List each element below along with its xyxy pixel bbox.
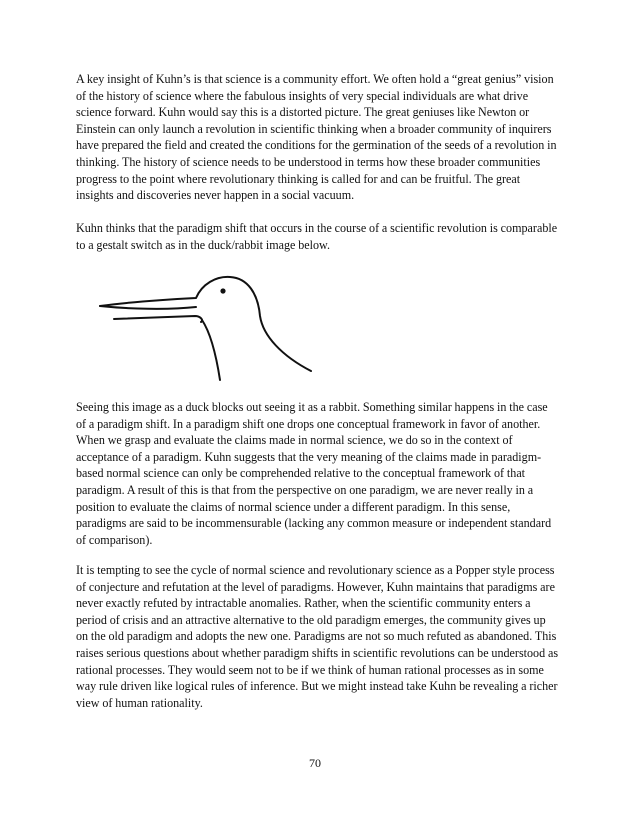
throat-outline (202, 320, 220, 380)
duck-rabbit-illustration-icon (98, 268, 330, 384)
paragraph-paradigm-shift: Seeing this image as a duck blocks out seeing it as a rabbit. Something similar happens in the case of a paradigm shift. In a paradigm shift one drops one conceptual framework in favor of another. When we grasp and evaluate the claims made in normal science, we do so in the context of acceptance of a paradigm. Kuhn suggests that the very meaning of the claims made in paradigm-based normal science can only be comprehended relative to the conceptual framework of that paradigm. A result of this is that from the perspective on one paradigm, we are never really in a position to evaluate the claims of normal science under a different paradigm. In this sense, paradigms are said to be incommensurable (lacking any common measure or independent standard of comparison). (76, 400, 552, 547)
paragraph-popper-comparison: It is tempting to see the cycle of normal science and revolutionary science as a Popper style process of conjecture and refutation at the level of paradigms. However, Kuhn maintains that paradigms are never exactly refuted by intractable anomalies. Rather, when the scientific community enters a period of crisis and an attractive alternative to the old paradigm emerges, the community gives up on the old paradigm and adopts the new one. Paradigms are not so much refuted as abandoned. This raises serious questions about whether paradigm shifts in scientific revolutions can be understood as rational processes. They would seem not to be if we think of human rational processes as in some way rule driven like logical rules of inference. But we might instead take Kuhn be revealing a richer view of human rationality. (76, 563, 559, 710)
paragraph-community-effort: A key insight of Kuhn’s is that science is a community effort. We often hold a “great genius” vision of the history of science where the fabulous insights of very special individuals are what drive science forward. Kuhn would say this is a distorted picture. The great geniuses like Newton or Einstein can only launch a revolution in scientific thinking when a broader community of inquirers have prepared the field and created the conditions for the germination of the seeds of a revolution in thinking. The history of science needs to be understood in terms how these broader communities progress to the point where revolutionary thinking is called for and can be fruitful. The great insights and discoveries never happen in a social vacuum. (76, 72, 557, 203)
lower-bill (114, 316, 202, 322)
duck-rabbit-drawing (98, 268, 330, 384)
page-number: 70 (309, 756, 321, 770)
paragraph-gestalt-switch: Kuhn thinks that the paradigm shift that occurs in the course of a scientific revolution is comparable to a gestalt switch as in the duck/rabbit image below. (76, 221, 558, 252)
upper-bill-underside (100, 306, 196, 309)
eye-dot (220, 288, 225, 293)
